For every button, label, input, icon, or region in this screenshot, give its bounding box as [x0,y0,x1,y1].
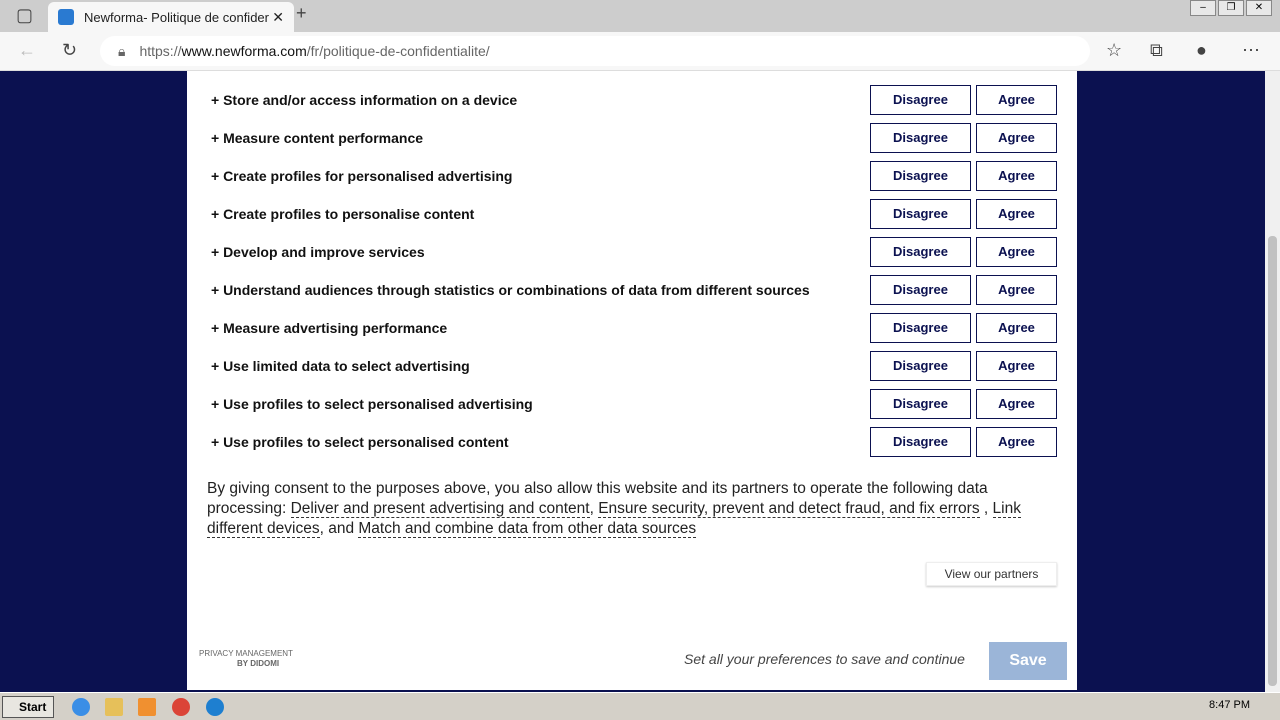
edge-icon[interactable] [206,698,224,716]
purpose-row[interactable] [211,123,1057,153]
disagree-button[interactable]: Disagree [870,199,971,229]
agree-button[interactable]: Agree [976,237,1057,267]
close-window-button[interactable]: ✕ [1246,0,1272,16]
tab-actions-icon[interactable]: ▢ [16,5,34,25]
purpose-row[interactable] [211,427,1057,457]
url-path: /fr/politique-de-confidentialite/ [306,43,490,59]
sep: , [589,500,599,517]
purpose-label[interactable]: + Store and/or access information on a device [211,92,518,108]
favicon-icon [58,9,74,25]
save-hint: Set all your preferences to save and continue [684,651,965,667]
agree-button[interactable]: Agree [976,427,1057,457]
consent-paragraph [207,479,1057,539]
url-field[interactable] [100,36,1090,66]
ie-icon[interactable] [72,698,90,716]
chrome-icon[interactable] [172,698,190,716]
agree-button[interactable]: Agree [976,199,1057,229]
purpose-label[interactable]: + Create profiles to personalise content [211,206,475,222]
purpose-label[interactable]: + Use profiles to select personalised advertising [211,396,533,412]
purpose-label[interactable]: + Use profiles to select personalised content [211,434,509,450]
para-intro: By giving consent to the purposes above, you also allow this website and its partners to operate the following data processing: [207,480,988,517]
purpose-label[interactable]: + Measure advertising performance [211,320,448,336]
purpose-row[interactable] [211,85,1057,115]
scrollbar-thumb[interactable] [1268,236,1277,686]
profile-icon[interactable]: ● [1196,40,1207,60]
refresh-icon[interactable]: ↻ [62,40,78,60]
agree-button[interactable]: Agree [976,85,1057,115]
disagree-button[interactable]: Disagree [870,237,971,267]
start-button[interactable]: Start [2,696,54,718]
disagree-button[interactable]: Disagree [870,389,971,419]
brand-line2: BY DIDOMI [237,659,280,668]
minimize-button[interactable]: – [1190,0,1216,16]
didomi-logo [199,649,293,669]
disagree-button[interactable]: Disagree [870,427,971,457]
new-tab-icon[interactable]: + [296,3,307,23]
disagree-button[interactable]: Disagree [870,123,971,153]
tab-bar [0,0,1280,32]
agree-button[interactable]: Agree [976,161,1057,191]
menu-icon[interactable]: ⋯ [1242,40,1260,60]
purpose-label[interactable]: + Use limited data to select advertising [211,358,470,374]
disagree-button[interactable]: Disagree [870,85,971,115]
lock-icon: 🔒︎ [118,42,126,59]
save-button[interactable]: Save [989,642,1067,680]
disagree-button[interactable]: Disagree [870,161,971,191]
purpose-label[interactable]: + Develop and improve services [211,244,425,260]
purpose-row[interactable] [211,389,1057,419]
sep: , and [319,520,359,537]
purpose-label[interactable]: + Create profiles for personalised advertising [211,168,513,184]
collections-icon[interactable]: ⧉ [1150,40,1163,60]
purpose-row[interactable] [211,161,1057,191]
purpose-row[interactable] [211,237,1057,267]
taskbar [0,692,1280,720]
agree-button[interactable]: Agree [976,123,1057,153]
purpose-row[interactable] [211,199,1057,229]
close-tab-icon[interactable]: ✕ [272,8,284,25]
purpose-label[interactable]: + Understand audiences through statistics or combinations of data from different sources [211,282,810,298]
agree-button[interactable]: Agree [976,275,1057,305]
purpose-row[interactable] [211,313,1057,343]
consent-dialog [187,71,1077,690]
tab-title: Newforma- Politique de confider [84,9,269,25]
address-bar-row [0,32,1280,71]
link-deliver-advertising[interactable]: Deliver and present advertising and content [290,500,590,517]
purpose-row[interactable] [211,351,1057,381]
view-partners-button[interactable]: View our partners [926,562,1057,586]
sep: , [979,500,993,517]
url-host: www.newforma.com [181,43,307,59]
purpose-label[interactable]: + Measure content performance [211,130,424,146]
url-prefix: https:// [139,43,182,59]
media-icon[interactable] [138,698,156,716]
disagree-button[interactable]: Disagree [870,275,971,305]
disagree-button[interactable]: Disagree [870,313,971,343]
clock: 8:47 PM [1209,699,1250,711]
link-ensure-security[interactable]: Ensure security, prevent and detect fraud, and fix errors [598,500,980,517]
agree-button[interactable]: Agree [976,313,1057,343]
link-different-devices[interactable]: Link different devices [207,500,1021,537]
page-background [0,71,1265,692]
maximize-button[interactable]: ❐ [1218,0,1244,16]
explorer-icon[interactable] [105,698,123,716]
brand-line1: PRIVACY MANAGEMENT [199,649,293,658]
browser-tab[interactable] [48,2,294,32]
favorites-icon[interactable]: ☆ [1106,40,1123,60]
disagree-button[interactable]: Disagree [870,351,971,381]
scrollbar[interactable] [1265,71,1280,692]
back-icon[interactable]: ← [18,40,36,60]
link-match-combine[interactable]: Match and combine data from other data sources [358,520,697,537]
agree-button[interactable]: Agree [976,389,1057,419]
purpose-row[interactable] [211,275,1057,305]
agree-button[interactable]: Agree [976,351,1057,381]
